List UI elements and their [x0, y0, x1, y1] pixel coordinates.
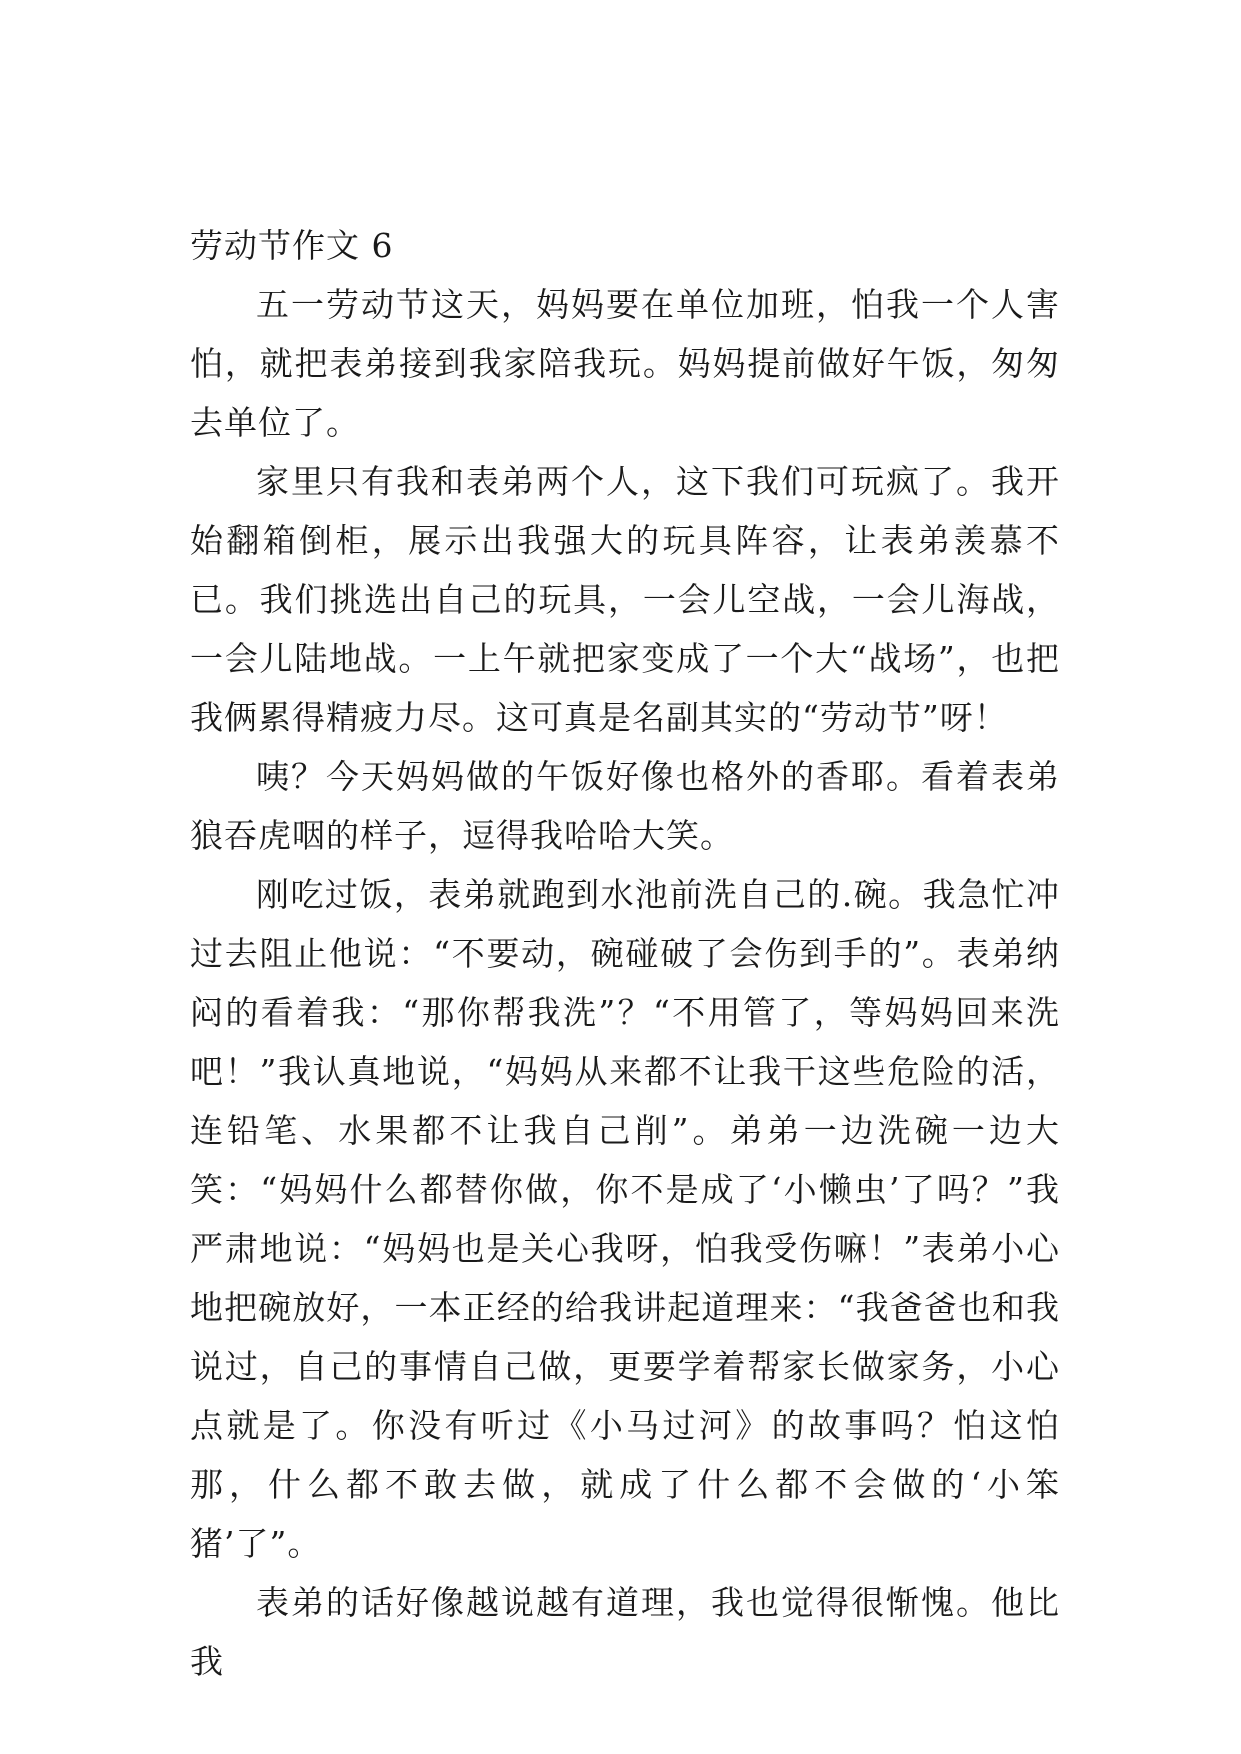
document-title: 劳动节作文 6	[190, 226, 394, 265]
paragraph-3: 咦？今天妈妈做的午饭好像也格外的香耶。看着表弟狼吞虎咽的样子，逗得我哈哈大笑。	[190, 757, 1060, 855]
document-page	[190, 216, 1060, 1691]
paragraph-4: 刚吃过饭，表弟就跑到水池前洗自己的.碗。我急忙冲过去阻止他说：“不要动，碗碰破了会伤到手的”。表弟纳闷的看着我：“那你帮我洗”？“不用管了，等妈妈回来洗吧！”我认真地说，“妈妈从来都不让我干这些危险的活，连铅笔、水果都不让我自己削”。弟弟一边洗碗一边大笑：“妈妈什么都替你做，你不是成了‘小懒虫’了吗？”我严肃地说：“妈妈也是关心我呀，怕我受伤嘛！”表弟小心地把碗放好，一本正经的给我讲起道理来：“我爸爸也和我说过，自己的事情自己做，更要学着帮家长做家务，小心点就是了。你没有听过《小马过河》的故事吗？怕这怕那，什么都不敢去做，就成了什么都不会做的‘小笨猪’了”。	[190, 875, 1060, 1563]
paragraph-5: 表弟的话好像越说越有道理，我也觉得很惭愧。他比我	[190, 1583, 1060, 1681]
paragraph-2: 家里只有我和表弟两个人，这下我们可玩疯了。我开始翻箱倒柜，展示出我强大的玩具阵容，让表弟羡慕不已。我们挑选出自己的玩具，一会儿空战，一会儿海战，一会儿陆地战。一上午就把家变成了一个大“战场”，也把我俩累得精疲力尽。这可真是名副其实的“劳动节”呀！	[190, 462, 1060, 737]
paragraph-1: 五一劳动节这天，妈妈要在单位加班，怕我一个人害怕，就把表弟接到我家陪我玩。妈妈提前做好午饭，匆匆去单位了。	[190, 285, 1060, 442]
